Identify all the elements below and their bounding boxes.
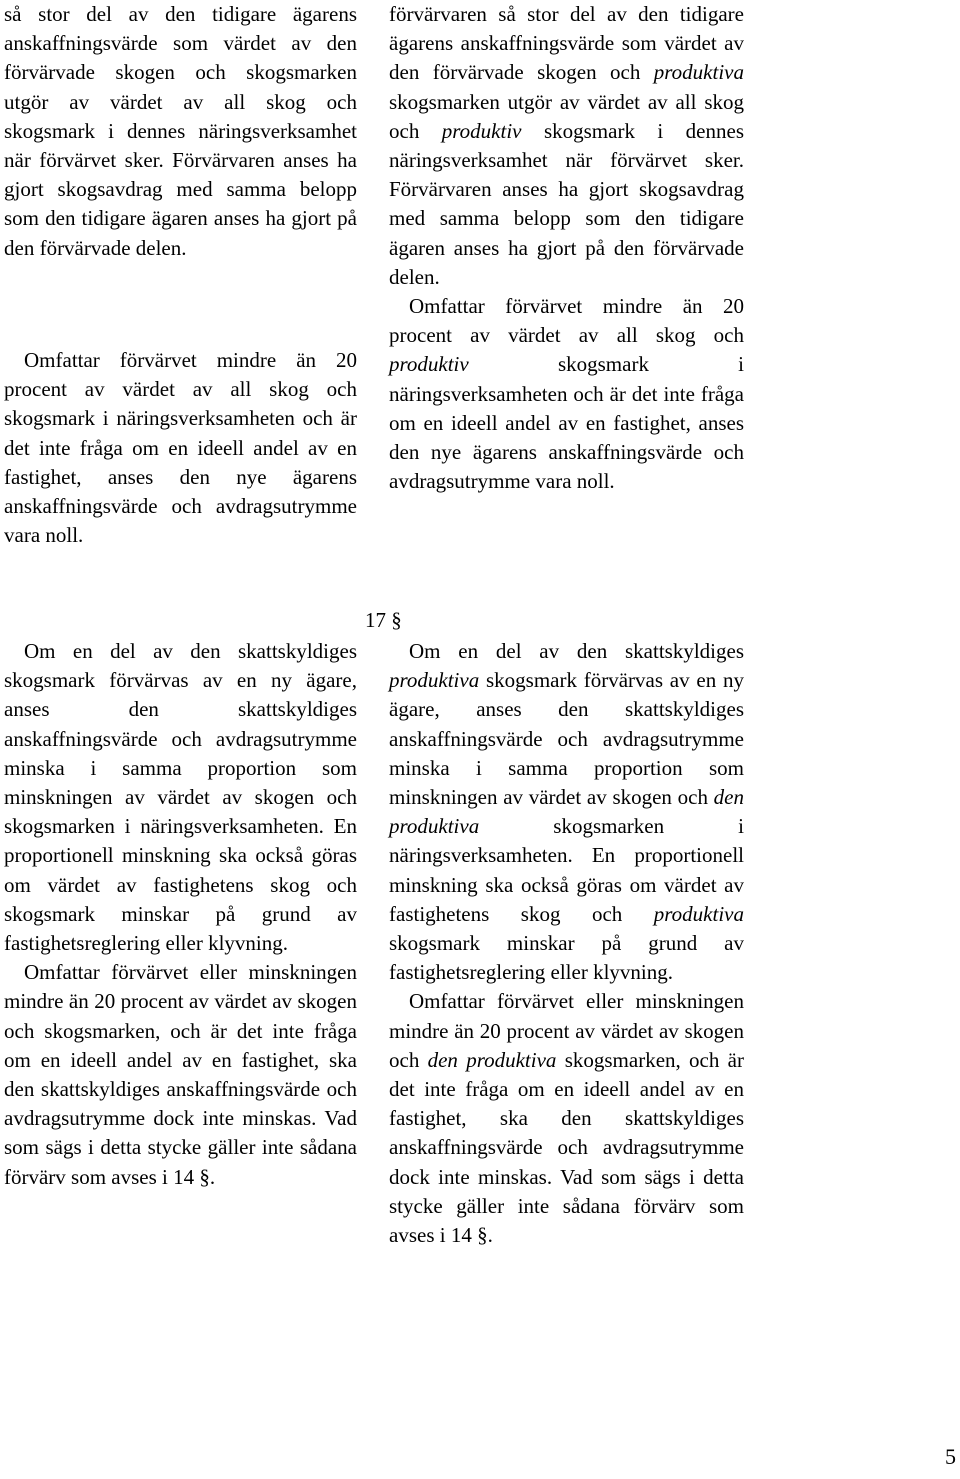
left-column-2 — [4, 346, 357, 550]
right-column-2 — [389, 637, 744, 1250]
section-marker: 17 § — [365, 608, 402, 632]
italic-inserted-text: produktiv — [389, 352, 469, 377]
right-column — [389, 0, 744, 496]
left-paragraph-4: Omfattar förvärvet eller minskningen mindre än 20 procent av värdet av skogen och skogsmarken, och är det inte fråga om en ideell andel av en fastighet, ska den skattskyldiges anskaffningsvärde och avdragsutrymme dock inte minskas. Vad som sägs i detta stycke gäller inte sådana förvärv som avses i 14 §. — [4, 960, 357, 1189]
italic-inserted-text: produktiv — [441, 118, 522, 143]
left-paragraph-3: Om en del av den skattskyldiges skogsmark förvärvas av en ny ägare, anses den skattskyldiges anskaffningsvärde och avdragsutrymme minska i samma proportion som minskningen av värdet av skogen och skogsmarken i näringsverksamheten. En proportionell minskning ska också göras om värdet av fastighetens skog och skogsmark minskar på grund av fastighetsreglering eller klyvning. — [4, 639, 357, 956]
italic-inserted-text: produktiva — [389, 668, 480, 693]
right-paragraph-2: Omfattar förvärvet mindre än 20 procent av värdet av all skog och produktiv skogsmark i näringsverksamheten och är det inte fråga om en ideell andel av en fastighet, anses den nye ägarens anskaffningsvärde och avdragsutrymme vara noll. — [389, 294, 744, 494]
italic-inserted-text: den produktiva — [427, 1047, 557, 1072]
right-paragraph-4: Omfattar förvärvet eller minskningen mindre än 20 procent av värdet av skogen och den produktiva skogsmarken, och är det inte fråga om en ideell andel av en fastighet, ska den skattskyldiges anskaffningsvärde och avdragsutrymme dock inte minskas. Vad som sägs i detta stycke gäller inte sådana förvärv som avses i 14 §. — [389, 989, 744, 1248]
italic-inserted-text: den produktiva — [389, 785, 744, 839]
right-paragraph-1: förvärvaren så stor del av den tidigare ägarens anskaffningsvärde som värdet av den förvärvade skogen och produktiva skogsmarken utgör av värdet av all skog och produktiv skogsmark i dennes näringsverksamhet när förvärvet sker. Förvärvaren anses ha gjort skogsavdrag med samma belopp som den tidigare ägaren anses ha gjort på den förvärvade delen. — [389, 2, 744, 289]
left-paragraph-1: så stor del av den tidigare ägarens anskaffningsvärde som värdet av den förvärvade skogen och skogsmarken utgör av värdet av all skog och skogsmark i dennes näringsverksamhet när förvärvet sker. Förvärvaren anses ha gjort skogsavdrag med samma belopp som den tidigare ägaren anses ha gjort på den förvärvade delen. — [4, 2, 357, 260]
italic-inserted-text: produktiva — [653, 60, 744, 85]
left-paragraph-2: Omfattar förvärvet mindre än 20 procent av värdet av all skog och skogsmark i näringsverksamheten och är det inte fråga om en ideell andel av en fastighet, anses den nye ägarens anskaffningsvärde och avdragsutrymme vara noll. — [4, 348, 357, 548]
page-number: 5 — [945, 1444, 956, 1469]
left-column — [4, 0, 357, 263]
left-column-3 — [4, 637, 357, 1192]
right-paragraph-3: Om en del av den skattskyldiges produktiva skogsmark förvärvas av en ny ägare, anses den skattskyldiges anskaffningsvärde och avdragsutrymme minska i samma proportion som minskningen av värdet av skogen och den produktiva skogsmarken i näringsverksamheten. En proportionell minskning ska också göras om värdet av fastighetens skog och produktiva skogsmark minskar på grund av fastighetsreglering eller klyvning. — [389, 639, 744, 985]
italic-inserted-text: produktiva — [653, 901, 744, 926]
